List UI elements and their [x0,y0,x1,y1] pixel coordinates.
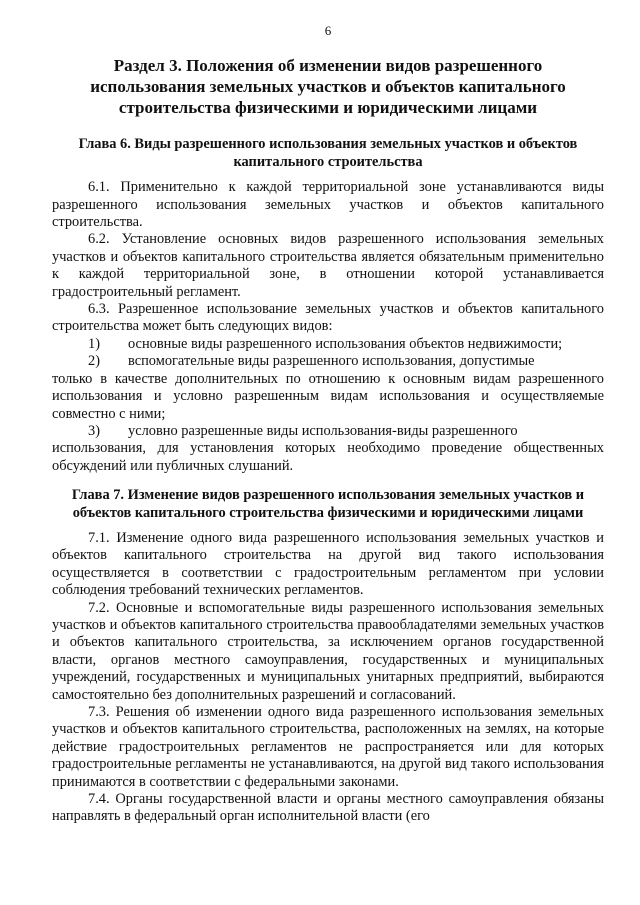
paragraph-6-1: 6.1. Применительно к каждой территориальной зоне устанавливаются виды разрешенного использования земельных участков и объектов капитального строительства. [52,179,604,231]
list-item-2-continuation: только в качестве дополнительных по отношению к основным видам разрешенного использования и условно разрешенным видам использования и осуществляемые совместно с ними; [52,370,604,422]
paragraph-7-1: 7.1. Изменение одного вида разрешенного использования земельных участков и объектов капитального строительства на другой вид такого использования осуществляется в соответствии с градостроительным регламентом при условии соблюдения требований технических регламентов. [52,529,604,599]
section-title: Раздел 3. Положения об изменении видов разрешенного использования земельных участков и объектов капитального строительства физическими и юридическими лицами [90,56,566,118]
paragraph-7-4: 7.4. Органы государственной власти и органы местного самоуправления обязаны направлять в федеральный орган исполнительной власти (его [52,791,604,825]
page-number: 6 [324,23,332,38]
list-item-1-number: 1) [88,335,100,352]
chapter-7-title: Глава 7. Изменение видов разрешенного использования земельных участков и объектов капитального строительства физическими и юридическими лицами [71,487,585,521]
paragraph-6-2: 6.2. Установление основных видов разрешенного использования земельных участков и объектов капитального строительства является обязательным применительно к каждой территориальной зоне, в отношении которой устанавливается градостроительный регламент. [52,231,604,300]
list-item-3 [52,423,604,440]
spacer [52,475,604,487]
list-item-1-text: основные виды разрешенного использования объектов недвижимости; [128,335,563,352]
list-item-2 [52,353,604,370]
list-item-1 [52,336,604,353]
list-item-3-continuation: использования, для установления которых необходимо проведение общественных обсуждений или публичных слушаний. [52,440,604,474]
paragraph-6-3: 6.3. Разрешенное использование земельных участков и объектов капитального строительства может быть следующих видов: [52,301,604,335]
paragraph-7-2: 7.2. Основные и вспомогательные виды разрешенного использования земельных участков и объектов капитального строительства правообладателями земельных участков и объектов капитального строительства, за исключением органов государственной власти, органов местного самоуправления, государственных и муниципальных учреждений, государственных и муниципальных унитарных предприятий, выбираются самостоятельно без дополнительных разрешений и согласований. [52,599,604,703]
paragraph-7-3: 7.3. Решения об изменении одного вида разрешенного использования земельных участков и объектов капитального строительства, расположенных на землях, на которые действие градостроительных регламентов не распространяется или для которых градостроительные регламенты не устанавливаются, на другой вид такого использования принимаются в соответствии с федеральными законами. [52,704,604,790]
list-item-3-number: 3) [88,422,100,439]
list-item-2-text: вспомогательные виды разрешенного использования, допустимые [128,353,535,370]
list-item-3-text: условно разрешенные виды использования-виды разрешенного [128,422,518,439]
chapter-6-title: Глава 6. Виды разрешенного использования земельных участков и объектов капитального строительства [78,136,578,170]
list-item-2-number: 2) [88,353,100,370]
